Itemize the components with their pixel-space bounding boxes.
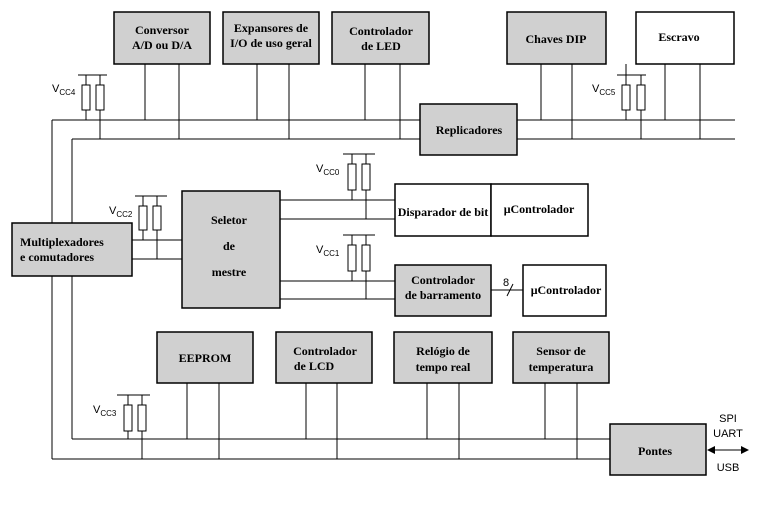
block-disparador-bit	[395, 184, 491, 236]
block-relogio	[394, 332, 492, 383]
block-ctrl-lcd	[276, 332, 372, 383]
vcc2-label: $V_{CC2}$	[109, 205, 133, 219]
vcc1-label: $V_{CC1}$	[316, 244, 340, 258]
svg-text:temperatura: temperatura	[528, 360, 594, 374]
block-eeprom	[157, 332, 253, 383]
svg-text:e comutadores: e comutadores	[20, 250, 95, 264]
svg-text:Multiplexadores: Multiplexadores	[20, 235, 104, 249]
svg-text:Conversor: Conversor	[135, 23, 189, 37]
block-replicadores	[420, 104, 517, 155]
pullup-vcc5	[617, 75, 646, 139]
svg-text:Expansores de: Expansores de	[233, 21, 309, 35]
usb-label: USB	[716, 462, 740, 474]
svg-text:Controlador: Controlador	[411, 273, 475, 287]
svg-text:A/D ou D/A: A/D ou D/A	[131, 38, 193, 52]
svg-text:Sensor de: Sensor de	[536, 344, 586, 358]
vcc3-label: $V_{CC3}$	[93, 404, 117, 418]
svg-text:de LCD: de LCD	[293, 359, 335, 373]
block-expansores	[223, 12, 319, 64]
block-ctrl-led	[332, 12, 429, 64]
svg-text:Disparador de bit: Disparador de bit	[397, 205, 489, 219]
svg-text:Pontes: Pontes	[638, 444, 672, 458]
block-multiplexadores	[12, 223, 132, 276]
block-escravo	[636, 12, 734, 64]
block-ctrl-barramento	[395, 265, 491, 316]
block-ucontrolador-bottom	[523, 265, 606, 316]
svg-text:mestre: mestre	[211, 265, 247, 279]
svg-text:tempo real: tempo real	[415, 360, 471, 374]
svg-text:de: de	[223, 239, 235, 253]
pullup-vcc0	[343, 154, 375, 219]
svg-text:Relógio de: Relógio de	[416, 344, 470, 358]
svg-text:Controlador: Controlador	[293, 344, 357, 358]
svg-text:μControlador: μControlador	[503, 202, 575, 216]
block-seletor-mestre	[182, 191, 280, 308]
uart-label: UART	[713, 428, 743, 440]
pullup-vcc4	[78, 75, 107, 139]
block-sensor	[513, 332, 609, 383]
spi-label: SPI	[719, 413, 737, 425]
pullup-vcc1	[343, 235, 375, 299]
svg-text:Seletor: Seletor	[211, 213, 247, 227]
bus-lines	[52, 64, 735, 459]
svg-text:de LED: de LED	[361, 39, 401, 53]
vcc4-label: $V_{CC4}$	[52, 83, 76, 97]
block-chaves-dip	[507, 12, 606, 64]
svg-text:Chaves DIP: Chaves DIP	[525, 32, 587, 46]
block-ucontrolador-top	[491, 184, 588, 236]
vcc0-label: $V_{CC0}$	[316, 163, 340, 177]
svg-text:Controlador: Controlador	[349, 24, 413, 38]
block-pontes	[610, 424, 706, 475]
pullup-vcc2	[135, 196, 167, 259]
svg-text:EEPROM: EEPROM	[178, 351, 232, 365]
svg-text:μControlador: μControlador	[530, 283, 602, 297]
svg-text:de barramento: de barramento	[404, 288, 482, 302]
vcc5-label: $V_{CC5}$	[592, 83, 616, 97]
pullup-vcc3	[117, 395, 150, 459]
bus-width-label: 8	[503, 277, 510, 289]
svg-text:I/O de uso geral: I/O de uso geral	[230, 36, 312, 50]
svg-text:Escravo: Escravo	[658, 30, 700, 44]
svg-text:Replicadores: Replicadores	[435, 123, 503, 137]
block-conversor	[114, 12, 210, 64]
